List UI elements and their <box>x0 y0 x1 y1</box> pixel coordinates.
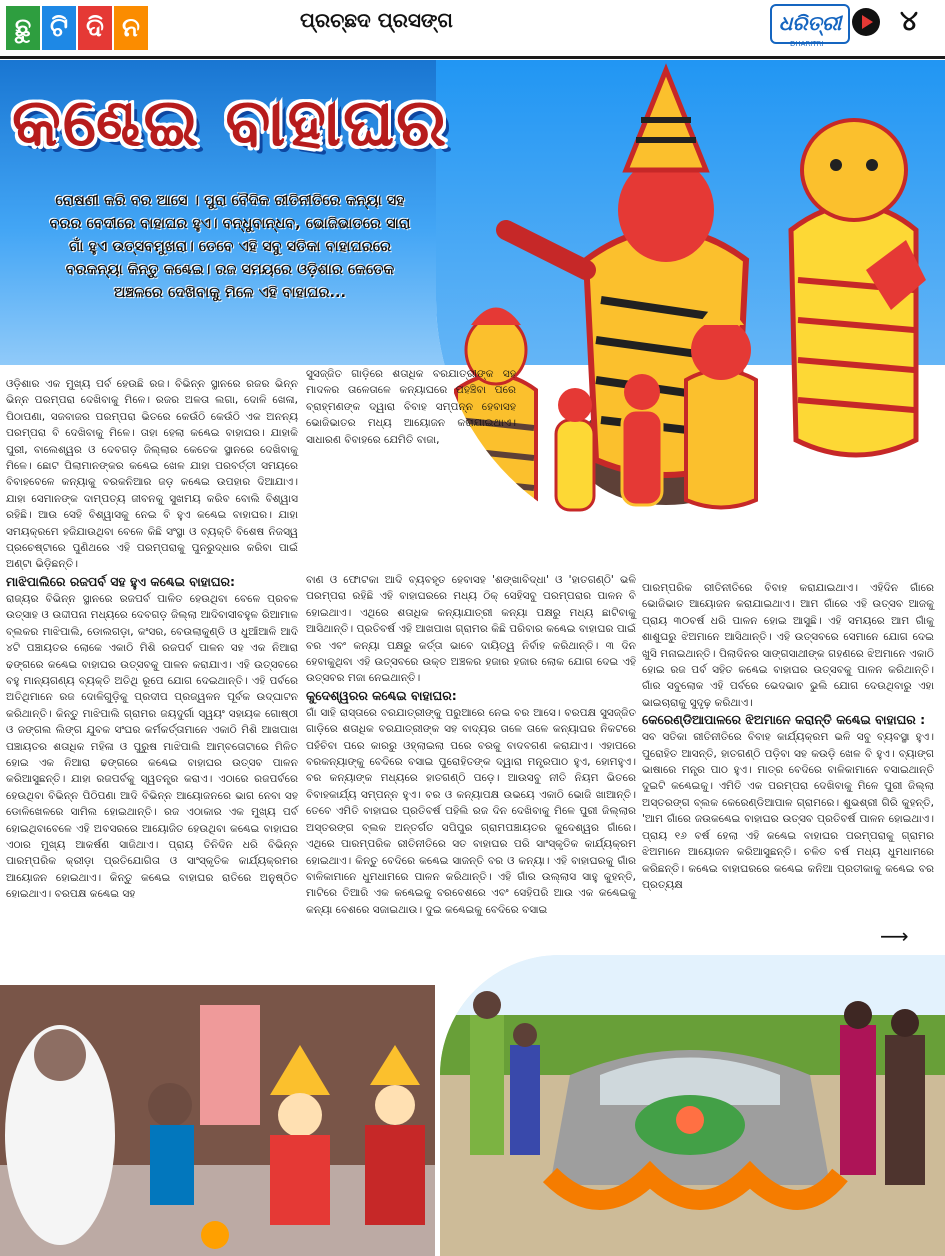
continue-arrow-icon: ⟶ <box>880 924 909 948</box>
column-3-text-cont: ସବ ସତିକା ରୀତିନୀତିରେ ବିବାହ କାର୍ଯ୍ୟକ୍ରମ ଭଳି ସବୁ ବ୍ୟବସ୍ଥା ହୁଏ। ପୁରୋହିତ ଆସନ୍ତି, ହାତଗଣ୍ଠି ପଡ଼ିବା ସହ କଉଡ଼ି ଖେଳ ବି ହୁଏ। ବ୍ୟାଙ୍ଗ ଭାଷାରେ ମନ୍ତ୍ର ପାଠ ହୁଏ। ମାତ୍ର ବେଦିରେ ବାଳିକାମାନେ ବସାଇଥାନ୍ତି ଦୁଇଟି କଣ୍ଢେଇକୁ। ଏମିତି ଏକ ପରମ୍ପରା ଦେଖିବାକୁ ମିଳେ ପୁରୀ ଜିଲ୍ଲା ଅସ୍ତରଙ୍ଗ ବ୍ଲକ କେରେଣ୍ଡିଆପାଳ ଗ୍ରାମରେ। ଶୁଭଶ୍ରୀ ଗିରି କୁହନ୍ତି, 'ଆମ ଗାଁରେ ଜଉକଣ୍ଢେଇ ବାହାଘର ଉତ୍ସବ ପ୍ରତିବର୍ଷ ପାଳନ ହୋଇଥାଏ। ପ୍ରାୟ ୧୬ ବର୍ଷ ହେଲା ଏହି କଣ୍ଢେଇ ବାହାଘର ପରମ୍ପରାକୁ ଗ୍ରାମର ଝିଅମାନେ ଆୟୋଜନ କରିଆସୁଛନ୍ତି। ଚଳିତ ବର୍ଷ ମଧ୍ୟ ଧୁମଧାମରେ କରିଛନ୍ତି। କଣ୍ଢେଇ ବାହାଘରରେ କଣ୍ଢେଇ କନିଆ ପ୍ରତୀକାକୁ କଣ୍ଢେଇ ବର ପ୍ରତ୍ୟକ୍ଷ <box>642 731 934 891</box>
column-2-text-kudeshwar: ଗାଁ ସାହି ରାସ୍ତାରେ ବରଯାତ୍ରୀଙ୍କୁ ପରୁଆରେ ନେଇ ବର ଆସେ। ବରପକ୍ଷ ସୁସଜ୍ଜିତ ଗାଡ଼ିରେ ଶତାଧିକ ବରଯାତ୍ରୀଙ୍କ ସହ ବାଦ୍ୟର ତାଳେ ତାଳେ କନ୍ୟାଘର ନିକଟରେ ପହଁଚିବା ପରେ କାରରୁ ଓହ୍ଲାଇଲା ପରେ ବରକୁ ବାଦବଗଣ କରାଯାଏ। ଏହାପରେ ବରକନ୍ୟାଙ୍କୁ ବେଦିରେ ବସାଇ ପୁରୋହିତଙ୍କ ଦ୍ୱାରା ମନ୍ତ୍ରପାଠ ହୁଏ, ହୋମହୁଏ। ବର କନ୍ୟାଙ୍କ ମଧ୍ୟରେ ହାତଗଣ୍ଠି ପଡ଼େ। ଆଉସବୁ ନୀତି ନିୟମ ଭିତରେ ବିବାହକାର୍ଯ୍ୟ ସମ୍ପନ୍ନ ହୁଏ। ବର ଓ କନ୍ୟାପକ୍ଷ ଉଭୟେ ଏକାଠି ଭୋଜି ଖାଆନ୍ତି। ତେବେ ଏମିତି ବାହାଘର ପ୍ରତିବର୍ଷ ପହିଲି ରଜ ଦିନ ଦେଖିବାକୁ ମିଳେ ପୁରୀ ଜିଲ୍ଲାର ଅସ୍ତରଙ୍ଗ ବ୍ଲକ ଅନ୍ତର୍ଗତ ସପିପୁର ଗ୍ରାମପଞ୍ଚାୟତର କୁଦେଶ୍ୱର ଗାଁରେ। ଏଥିରେ ପାରମ୍ପରିକ ରୀତିନୀତିରେ ସତ ବାହାଘର ପରି ସାଂସ୍କୃତିକ କାର୍ଯ୍ୟକ୍ରମ ହୋଇଥାଏ। କିନ୍ତୁ ବେଦିରେ କଣ୍ଢେଇ ସାଜନ୍ତି ବର ଓ କନ୍ୟା। ଏହି ବାହାଘରକୁ ଗାଁର ବାଳିକାମାନେ ଧୁମଧାମରେ ପାଳନ କରିଥାନ୍ତି। ଏହି ଗାଁର ଉଲ୍ଲାସ ସାହୁ କୁହନ୍ତି, ମାଟିରେ ତିଆରି ଏକ କଣ୍ଢେଇକୁ ବରବେଶରେ ଏବଂ ସେହିପରି ଆଉ ଏକ କଣ୍ଢେଇକୁ କନ୍ୟା ବେଶରେ ସଜାଇଥାଉ। ଦୁଇ କଣ୍ଢେଇକୁ ବେଦିରେ ବସାଇ <box>306 706 636 916</box>
article-intro: ରୋଷଣୀ କରି ବର ଆସେ । ପୁରା ବୈଦିକ ରୀତିନୀତିରେ କନ୍ୟା ସହ ବରର ବେଦୀରେ ବାହାଘର ହୁଏ। ବନ୍ଧୁବାନ୍ଧବ, ଭୋଜିଭାତରେ ସାରା ଗାଁ ହୁଏ ଉତ୍ସବମୁଖରା। ତେବେ ଏହି ସବୁ ସତିକା ବାହାଘରରେ ବରକନ୍ୟା କିନ୍ତୁ କଣ୍ଢେଇ। ରଜ ସମୟରେ ଓଡ଼ିଶାର କେତେକ ଅଞ୍ଚଳରେ ଦେଖିବାକୁ ମିଳେ ଏହି ବାହାଘର... <box>49 193 411 301</box>
article-column-3 <box>642 580 934 893</box>
column-3-text: ପାରମ୍ପରିକ ରୀତିନୀତିରେ ବିବାହ କରାଯାଇଥାଏ। ଏହିଦିନ ଗାଁରେ ଭୋଜିଭାତ ଆୟୋଜନ କରାଯାଇଥାଏ। ଆମ ଗାଁରେ ଏହି ଉତ୍ସବ ଆଜକୁ ପ୍ରାୟ ୩୦ବର୍ଷ ଧରି ପାଳନ ହୋଇ ଆସୁଛି। ଏହି ସମୟରେ ଆମ ଗାଁକୁ ଶାଶୁଘରୁ ଝିଅମାନେ ଆସିଥାନ୍ତି। ଏହି ଉତ୍ସବରେ ସେମାନେ ଯୋଗ ଦେଇ ଖୁସି ମନାଇଥାନ୍ତି। ପିଲାଦିନର ସାଙ୍ଗସାଥୀଙ୍କ ଗହଣରେ ଝିଅମାନେ ଏକାଠି ହୋଇ ରଜ ପର୍ବ ସହିତ କଣ୍ଢେଇ ବାହାଘର ଉତ୍ସବକୁ ପାଳନ କରିଥାନ୍ତି। ଗାଁର ସବୁଲୋକ ଏହି ପର୍ବରେ ଭେଦଭାବ ଭୁଲି ଯୋଗ ଦେଉଥିବାରୁ ଏହା ଭାଇଚାରାକୁ ସୁଦୃଢ଼ କରିଥାଏ। <box>642 582 934 709</box>
newspaper-logo: ଧରିତ୍ରୀ <box>770 4 850 44</box>
car-illustration <box>440 955 945 1256</box>
subheading-kudeshwar: କୁଦେଶ୍ୱରର କଣ୍ଢେଇ ବାହାଘର: <box>306 687 457 703</box>
doll-wedding-ritual-photo <box>0 985 435 1256</box>
column-1-text: ଓଡ଼ିଶାର ଏକ ମୁଖ୍ୟ ପର୍ବ ହେଉଛି ରଜ। ବିଭିନ୍ନ ସ୍ଥାନରେ ରଜର ଭିନ୍ନ ଭିନ୍ନ ପରମ୍ପରା ଦେଖିବାକୁ ମିଳେ। ରଜର ଅଳତା ଲଗା, ଦୋଳି ଖେଳା, ପିଠାପଣା, ସଜବାଜର ପରମ୍ପରା ଭିତରେ କେଉଁଠି କେଉଁଠି ଏକ ଅନନ୍ୟ ପରମ୍ପରା ବି ଦେଖିବାକୁ ମିଳେ। ତାହା ହେଲା କଣ୍ଢେଇ ବାହାଘର। ଯାହାକି ପୁରୀ, ବାଲେଶ୍ୱର ଓ ଦେବଗଡ଼ ଜିଲ୍ଲାର କେତେକ ସ୍ଥାନରେ ଦେଖିବାକୁ ମିଳେ। ଛୋଟ ପିଲାମାନଙ୍କର କଣ୍ଢେଇ ଖେଳ ଯାହା ପରବର୍ତ୍ତୀ ସମୟରେ ବିବାହବେଳେ କନ୍ୟାକୁ ବରକନିଆର ଜଡ଼ କଣ୍ଢେଇ ଉପହାର ଦିଆଯାଏ। ଯାହା ସେମାନଙ୍କ ଦାମ୍ପତ୍ୟ ଜୀବନକୁ ସୁଖମୟ କରିବ ବୋଲି ବିଶ୍ୱାସ ରହିଛି। ଆଉ ସେହି ବିଶ୍ୱାସକୁ ନେଇ ବି ହୁଏ କଣ୍ଢେଇ ବାହାଘର। ଯାହା ସମୟକ୍ରମେ ହଜିଯାଉଥିବା ବେଳେ କିଛି ସଂସ୍ଥା ଓ ବ୍ୟକ୍ତି ବିଶେଷ ନିଜସ୍ୱ ପ୍ରଚେଷ୍ଟାରେ ପୁଣିଥରେ ଏହି ପରମ୍ପରାକୁ ପୁନରୁଦ୍ଧାର କରିବା ପାଇଁ ଅଣ୍ଟା ଭିଡ଼ିଛନ୍ତି। <box>6 378 298 571</box>
brand-letter-4: ନ <box>114 6 148 50</box>
column-2-text-cont: ବାଣ ଓ ଫୋଟକା ଆଦି ବ୍ୟବହୃତ ହେବାସହ 'ଶଙ୍ଖାବିଦ୍ଧା' ଓ 'ହାତଗଣ୍ଠି' ଭଳି ପରମ୍ପରା ରହିଛି ଏହି ବାହାଘରରେ ମଧ୍ୟ ଠିକ୍ ସେହିସବୁ ପରମ୍ପରାର ପାଳନ ବି ହୋଇଥାଏ। ଏଥିରେ ଶତାଧିକ କନ୍ୟାଯାତ୍ରୀ କନ୍ୟା ପକ୍ଷରୁ ମଧ୍ୟ ଛାଟିବାକୁ ଆସିଥାନ୍ତି। ପ୍ରତିବର୍ଷ ଏହି ଆଖପାଖ ଗ୍ରାମର କିଛି ପରିବାର କଣ୍ଢେଇ ବାହାଘର ପାଇଁ ବର ଏବଂ କନ୍ୟା ପକ୍ଷରୁ କର୍ତ୍ତା ଭାବେ ଦାୟିତ୍ୱ ନିର୍ବାହ କରିଥାନ୍ତି। ୩ ଦିନ ହେବାକୁଥିବା ଏହି ଉତ୍ସବରେ ଉକ୍ତ ଅଞ୍ଚଳର ହଜାର ହଜାର ଲୋକ ଯୋଗ ଦେଇ ଏହି ଉତ୍ସବର ମଜା ନେଇଥାନ୍ତି। <box>306 574 636 685</box>
subheading-kerendiapal: କେରେଣ୍ଡିଆପାଳରେ ଝିଅମାନେ କରାନ୍ତି କଣ୍ଢେଇ ବାହାଘର : <box>642 712 926 728</box>
article-column-2-wide <box>306 572 636 918</box>
page-number: ୪ <box>900 4 918 37</box>
dolls-illustration <box>436 60 945 550</box>
subheading-majhipali: ମାଝିପାଲିରେ ରଜପର୍ବ ସହ ହୁଏ କଣ୍ଢେଇ ବାହାଘର: <box>6 573 235 589</box>
section-label: ପ୍ରଚ୍ଛଦ ପ୍ରସଙ୍ଗ <box>300 8 453 32</box>
article-column-1 <box>6 376 298 903</box>
brand-letter-3: ଦି <box>78 6 112 50</box>
play-icon <box>852 8 880 36</box>
ritual-illustration <box>0 985 435 1256</box>
article-headline: କଣ୍ଢେଇ ବାହାଘର <box>12 84 449 161</box>
decorated-car-procession-photo <box>440 955 945 1256</box>
brand-letter-2: ଟି <box>42 6 76 50</box>
article-column-2 <box>306 366 516 448</box>
clay-dolls-photo <box>436 60 945 550</box>
column-1-text-cont: ରାଜ୍ୟର ବିଭିନ୍ନ ସ୍ଥାନରେ ରଜପର୍ବ ପାଳିତ ହେଉଥିବା ବେଳେ ପ୍ରବଳ ଉତ୍ସାହ ଓ ଉଦ୍ଦୀପନା ମଧ୍ୟରେ ଦେବଗଡ଼ ଜିଲ୍ଲା ଆଦିବାସୀବହୁଳ ରିଆମାଳ ବ୍ଲକର ମାଝିପାଲି, ଡୋଲଗଡ଼ା, କଂସର, ବେଉଲାକୁଣ୍ଡି ଓ ଧୁଆଁଆଳି ଆଦି ୪ଟି ପଞ୍ଚାୟତର ଲୋକେ ଏକାଠି ମିଶି ରଜପର୍ବ ପାଳନ ସହ ଏକ ନିଆରା ଢଙ୍ଗରେ କଣ୍ଢେଇ ବାହାଘର ଉତ୍ସବକୁ ପାଳନ କରାଯାଏ। ଏହି ଉତ୍ସବରେ ବହୁ ମାନ୍ୟଗଣ୍ୟ ବ୍ୟକ୍ତି ଅତିଥି ରୂପେ ଯୋଗ ଦେଇଥାନ୍ତି। ଏହି ପର୍ବରେ ଅତିଥିମାନେ ରଜ ଦୋଳିଗୁଡ଼ିକୁ ପ୍ରଦୀପ ପ୍ରଜ୍ୱଳନ ପୂର୍ବକ ଉଦ୍‌ଘାଟନ କରିଥାନ୍ତି। କିନ୍ତୁ ମାଝିପାଲି ଗ୍ରାମର ଜୟଦୁର୍ଗା ସ୍ୱୟଂ ସହାୟକ ଗୋଷ୍ଠୀ ଓ ଜଙ୍ଗଲ ଲିଙ୍ଗ ଯୁବକ ସଂଘର କର୍ମକର୍ତ୍ତାମାନେ ଏକାଠି ମିଶି ଆଖପାଖ ପଞ୍ଚାୟତର ଶତାଧିକ ମହିଳା ଓ ପୁରୁଷ ମାଝିପାଲି ଆମ୍ବତୋଟାରେ ମିଳିତ ହୋଇ ଏକ ନିଆରା ଢଙ୍ଗରେ କଣ୍ଢେଇ ବାହାଘର ଉତ୍ସବ ପାଳନ କରିଆସୁଛନ୍ତି। ଯାହା ରଜପର୍ବକୁ ସ୍ୱତନ୍ତ୍ର କରାଏ। ଏଠାରେ ରଜପର୍ବରେ ହେଉଥିବା ବିଭିନ୍ନ ପିଠିପଣା ଆଦି ବିଭିନ୍ନ ଆୟୋଜନରେ ଭାଗ ନେବା ସହ ଡୋଳିଖେଳରେ ସାମିଲ ହୋଇଥାନ୍ତି। ରଜ ଏଠାକାର ଏକ ମୁଖ୍ୟ ପର୍ବ ହୋଇଥିବାବେଳେ ଏହି ଅବସରରେ ଆୟୋଜିତ ହେଉଥିବା କଣ୍ଢେଇ ବାହାଘର ଏଠାର ମୁଖ୍ୟ ଆକର୍ଷଣ ସାଜିଥାଏ। ପ୍ରାୟ ତିନିଦିନ ଧରି ବିଭିନ୍ନ ପାରମ୍ପରିକ କ୍ରୀଡ଼ା ପ୍ରତିଯୋଗିତା ଓ ସାଂସ୍କୃତିକ କାର୍ଯ୍ୟକ୍ରମର ଆୟୋଜନ ହୋଇଥାଏ। କିନ୍ତୁ କଣ୍ଢେଇ ବାହାଘର ରାତିରେ ଅନୁଷ୍ଠିତ ହୋଇଥାଏ। ବରପକ୍ଷ କଣ୍ଢେଇ ସହ <box>6 592 298 901</box>
column-2-text: ସୁସଜ୍ଜିତ ଗାଡ଼ିରେ ଶତାଧିକ ବରଯାତ୍ରୀଙ୍କ ସହ ମାଦଳର ତାଳେତାଳେ କନ୍ୟାଘରେ ପହଞ୍ଚିବା ପରେ ବ୍ରାହ୍ମଣଙ୍କ ଦ୍ୱାରା ବିବାହ ସମ୍ପନ୍ନ ହେବାସହ ଭୋଜିଭାତର ମଧ୍ୟ ଆୟୋଜନ କରାଯାଇଥାଏ। ସାଧାରଣ ବିବାହରେ ଯେମିତି ବାଜା, <box>306 368 516 446</box>
page-header <box>0 0 945 59</box>
brand-letter-1: ଛୁ <box>6 6 40 50</box>
newspaper-logo-sub: DHARITRI <box>790 40 824 48</box>
